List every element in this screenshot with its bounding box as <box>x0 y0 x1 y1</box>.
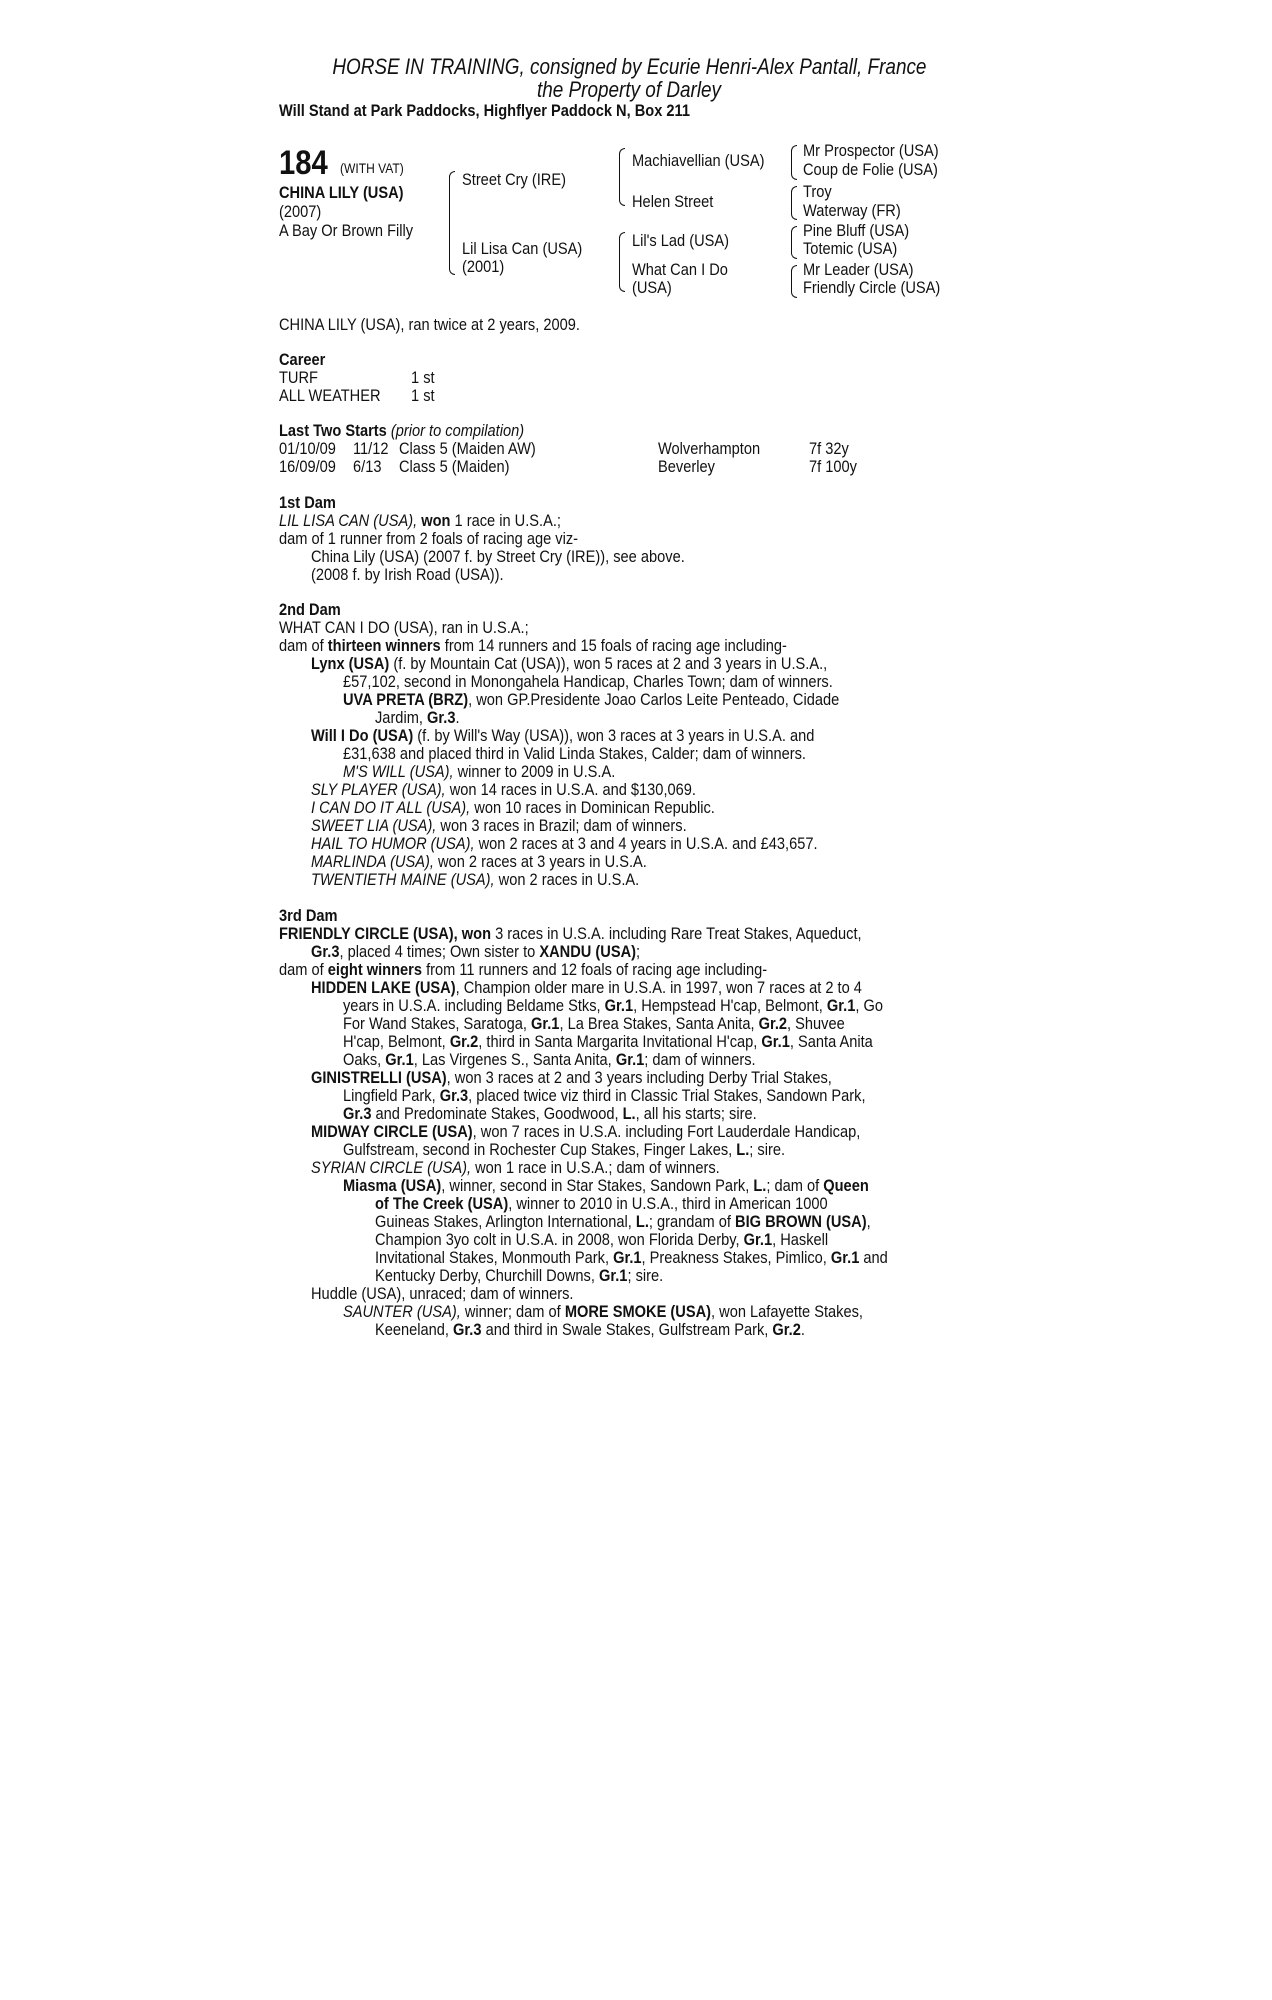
horse-description: A Bay Or Brown Filly <box>279 221 414 240</box>
produce-entry-hidden-lake-cont: years in U.S.A. including Beldame Stks, Gr.1, Hempstead H'cap, Belmont, Gr.1, Go <box>343 996 883 1015</box>
produce-entry-saunter-cont: Keeneland, Gr.3 and third in Swale Stakes, Gulfstream Park, Gr.2. <box>375 1320 805 1339</box>
pedigree-sdd: Waterway (FR) <box>803 201 901 220</box>
produce-entry-ginistrelli-cont: Lingfield Park, Gr.3, placed twice viz third in Classic Trial Stakes, Sandown Park, <box>343 1086 866 1105</box>
pedigree-dam: Lil Lisa Can (USA) <box>462 239 583 258</box>
start-distance: 7f 32y <box>809 439 849 458</box>
brace-ss <box>791 145 797 180</box>
start-position: 11/12 <box>353 439 389 458</box>
lot-number: 184 <box>279 144 328 182</box>
produce-entry-uva-preta-cont: Jardim, Gr.3. <box>375 708 460 727</box>
horse-year: (2007) <box>279 202 322 221</box>
vat-note: (WITH VAT) <box>340 160 404 176</box>
consignor-line: HORSE IN TRAINING, consigned by Ecurie Henri-Alex Pantall, France <box>331 54 927 79</box>
first-dam-produce: China Lily (USA) (2007 f. by Street Cry (IRE)), see above. <box>311 547 685 566</box>
stand-location: Will Stand at Park Paddocks, Highflyer Paddock N, Box 211 <box>279 101 690 120</box>
third-dam-produce-summary: dam of eight winners from 11 runners and 12 foals of racing age including- <box>279 960 768 979</box>
produce-entry-twentieth-maine: TWENTIETH MAINE (USA), won 2 races in U.S.A. <box>311 870 640 889</box>
produce-entry-miasma-cont: Kentucky Derby, Churchill Downs, Gr.1; sire. <box>375 1266 664 1285</box>
produce-entry-midway-circle: MIDWAY CIRCLE (USA), won 7 races in U.S.A. including Fort Lauderdale Handicap, <box>311 1122 861 1141</box>
second-dam-produce-summary: dam of thirteen winners from 14 runners and 15 foals of racing age including- <box>279 636 787 655</box>
last-starts-note: (prior to compilation) <box>390 421 525 440</box>
produce-entry-sly-player: SLY PLAYER (USA), won 14 races in U.S.A. and $130,069. <box>311 780 696 799</box>
career-record: 1 st <box>411 386 435 405</box>
career-heading: Career <box>279 350 326 369</box>
start-date: 16/09/09 <box>279 457 336 476</box>
produce-entry-i-can-do-it-all: I CAN DO IT ALL (USA), won 10 races in Dominican Republic. <box>311 798 715 817</box>
race-summary: CHINA LILY (USA), ran twice at 2 years, 2009. <box>279 315 580 334</box>
career-record: 1 st <box>411 368 435 387</box>
career-row: ALL WEATHER <box>279 386 381 405</box>
start-class: Class 5 (Maiden) <box>399 457 510 476</box>
property-line: the Property of Darley <box>536 77 722 102</box>
brace-dd <box>791 265 797 298</box>
pedigree-sire: Street Cry (IRE) <box>462 170 566 189</box>
brace-ds <box>791 226 797 259</box>
pedigree-dd-country: (USA) <box>632 278 672 297</box>
produce-entry-uva-preta: UVA PRETA (BRZ), won GP.Presidente Joao Carlos Leite Penteado, Cidade <box>343 690 840 709</box>
produce-entry-midway-circle-cont: Gulfstream, second in Rochester Cup Stakes, Finger Lakes, L.; sire. <box>343 1140 786 1159</box>
start-class: Class 5 (Maiden AW) <box>399 439 536 458</box>
pedigree-ssd: Coup de Folie (USA) <box>803 160 938 179</box>
produce-entry-miasma-cont: Guineas Stakes, Arlington International, L.; grandam of BIG BROWN (USA), <box>375 1212 871 1231</box>
produce-entry-sweet-lia: SWEET LIA (USA), won 3 races in Brazil; dam of winners. <box>311 816 687 835</box>
pedigree-dds: Mr Leader (USA) <box>803 260 914 279</box>
produce-entry-ms-will: M'S WILL (USA), winner to 2009 in U.S.A. <box>343 762 616 781</box>
pedigree-sd: Helen Street <box>632 192 714 211</box>
pedigree-ds: Lil's Lad (USA) <box>632 231 730 250</box>
pedigree-dss: Pine Bluff (USA) <box>803 221 910 240</box>
produce-entry-ginistrelli-cont: Gr.3 and Predominate Stakes, Goodwood, L., all his starts; sire. <box>343 1104 757 1123</box>
produce-entry-lynx: Lynx (USA) (f. by Mountain Cat (USA)), won 5 races at 2 and 3 years in U.S.A., <box>311 654 828 673</box>
produce-entry-miasma-cont: of The Creek (USA), winner to 2010 in U.S.A., third in American 1000 <box>375 1194 828 1213</box>
brace-sd <box>791 186 797 220</box>
first-dam-produce-summary: dam of 1 runner from 2 foals of racing age viz- <box>279 529 579 548</box>
third-dam-heading: 3rd Dam <box>279 906 338 925</box>
third-dam-line-cont: Gr.3, placed 4 times; Own sister to XANDU (USA); <box>311 942 641 961</box>
produce-entry-syrian-circle: SYRIAN CIRCLE (USA), won 1 race in U.S.A.; dam of winners. <box>311 1158 720 1177</box>
produce-entry-miasma: Miasma (USA), winner, second in Star Stakes, Sandown Park, L.; dam of Queen <box>343 1176 869 1195</box>
pedigree-ss: Machiavellian (USA) <box>632 151 765 170</box>
first-dam-line: LIL LISA CAN (USA), won 1 race in U.S.A.; <box>279 511 561 530</box>
produce-entry-will-i-do: Will I Do (USA) (f. by Will's Way (USA)), won 3 races at 3 years in U.S.A. and <box>311 726 815 745</box>
second-dam-heading: 2nd Dam <box>279 600 341 619</box>
produce-entry-lynx-cont: £57,102, second in Monongahela Handicap, Charles Town; dam of winners. <box>343 672 833 691</box>
start-course: Beverley <box>658 457 715 476</box>
second-dam-line: WHAT CAN I DO (USA), ran in U.S.A.; <box>279 618 529 637</box>
brace-dam-line <box>619 232 625 292</box>
produce-entry-hidden-lake-cont: For Wand Stakes, Saratoga, Gr.1, La Brea Stakes, Santa Anita, Gr.2, Shuvee <box>343 1014 845 1033</box>
third-dam-line: FRIENDLY CIRCLE (USA), won 3 races in U.S.A. including Rare Treat Stakes, Aqueduct, <box>279 924 862 943</box>
produce-entry-hidden-lake-cont: Oaks, Gr.1, Las Virgenes S., Santa Anita, Gr.1; dam of winners. <box>343 1050 756 1069</box>
pedigree-sss: Mr Prospector (USA) <box>803 141 939 160</box>
start-position: 6/13 <box>353 457 382 476</box>
produce-entry-hidden-lake-cont: H'cap, Belmont, Gr.2, third in Santa Margarita Invitational H'cap, Gr.1, Santa Anita <box>343 1032 873 1051</box>
start-date: 01/10/09 <box>279 439 336 458</box>
produce-entry-hidden-lake: HIDDEN LAKE (USA), Champion older mare in U.S.A. in 1997, won 7 races at 2 to 4 <box>311 978 862 997</box>
horse-name: CHINA LILY (USA) <box>279 183 404 202</box>
career-row: TURF <box>279 368 318 387</box>
produce-entry-will-i-do-cont: £31,638 and placed third in Valid Linda Stakes, Calder; dam of winners. <box>343 744 806 763</box>
produce-entry-miasma-cont: Invitational Stakes, Monmouth Park, Gr.1, Preakness Stakes, Pimlico, Gr.1 and <box>375 1248 888 1267</box>
last-starts-heading: Last Two Starts (prior to compilation) <box>279 421 525 440</box>
produce-entry-ginistrelli: GINISTRELLI (USA), won 3 races at 2 and 3 years including Derby Trial Stakes, <box>311 1068 832 1087</box>
pedigree-dam-year: (2001) <box>462 257 505 276</box>
produce-entry-hail-to-humor: HAIL TO HUMOR (USA), won 2 races at 3 and 4 years in U.S.A. and £43,657. <box>311 834 818 853</box>
brace-sire-line <box>619 148 625 206</box>
start-distance: 7f 100y <box>809 457 857 476</box>
first-dam-heading: 1st Dam <box>279 493 336 512</box>
produce-entry-miasma-cont: Champion 3yo colt in U.S.A. in 2008, won Florida Derby, Gr.1, Haskell <box>375 1230 829 1249</box>
pedigree-dsd: Totemic (USA) <box>803 239 898 258</box>
produce-entry-saunter: SAUNTER (USA), winner; dam of MORE SMOKE (USA), won Lafayette Stakes, <box>343 1302 863 1321</box>
produce-entry-marlinda: MARLINDA (USA), won 2 races at 3 years in U.S.A. <box>311 852 647 871</box>
pedigree-ddd: Friendly Circle (USA) <box>803 278 941 297</box>
start-course: Wolverhampton <box>658 439 761 458</box>
brace-gen1 <box>449 171 455 275</box>
produce-entry-huddle: Huddle (USA), unraced; dam of winners. <box>311 1284 574 1303</box>
pedigree-sds: Troy <box>803 182 832 201</box>
pedigree-dd: What Can I Do <box>632 260 728 279</box>
first-dam-produce: (2008 f. by Irish Road (USA)). <box>311 565 504 584</box>
